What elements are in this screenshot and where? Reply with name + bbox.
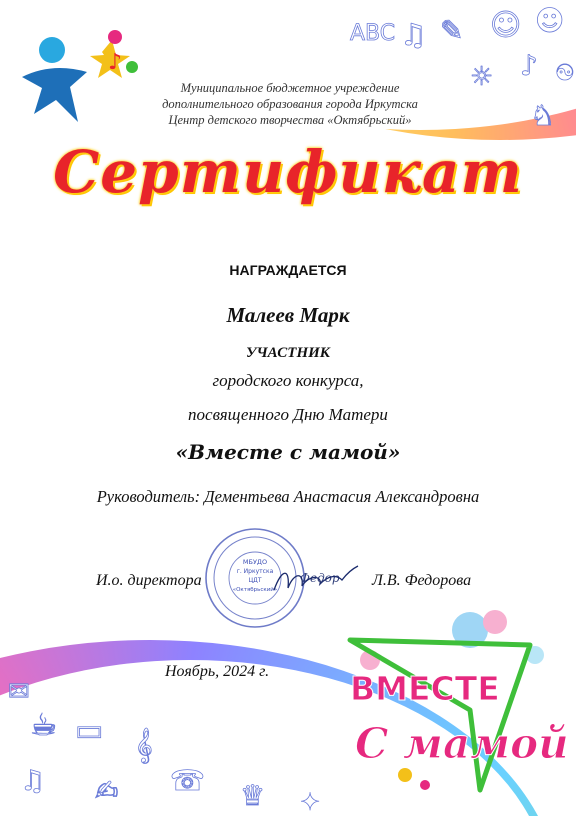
svg-text:♛: ♛	[240, 779, 266, 812]
organization-line: Муниципальное бюджетное учреждение	[180, 81, 400, 95]
svg-text:♫: ♫	[20, 764, 46, 797]
description-line: городского конкурса,	[212, 371, 364, 390]
svg-text:☕: ☕	[30, 708, 57, 743]
svg-text:♪: ♪	[520, 49, 538, 82]
svg-text:☼: ☼	[470, 62, 494, 92]
description-line: посвященного Дню Матери	[188, 405, 388, 424]
stamp-text: МБУДО	[242, 558, 268, 566]
svg-text:✎: ✎	[440, 14, 464, 47]
stamp-text: ЦДТ	[248, 577, 262, 584]
recipient-name: Малеев Марк	[226, 303, 350, 327]
organization-line: дополнительного образования города Иркутска	[162, 97, 418, 111]
signature-text: Федор	[300, 571, 340, 585]
svg-text:☻: ☻	[535, 4, 565, 37]
svg-text:☯: ☯	[555, 61, 575, 86]
issue-date: Ноябрь, 2024 г.	[165, 663, 270, 680]
svg-text:✍: ✍	[95, 774, 119, 807]
organization-name	[120, 80, 460, 128]
svg-text:☺: ☺	[490, 8, 522, 43]
svg-text:✦: ✦	[300, 788, 321, 816]
svg-text:☎: ☎	[170, 764, 205, 797]
stamp-text: г. Иркутска	[236, 568, 274, 575]
contest-emblem	[330, 600, 570, 800]
stamp-text: «Октябрьский»	[232, 587, 278, 593]
emblem-word: С мамой	[355, 719, 569, 768]
svg-text:▭: ▭	[75, 713, 104, 748]
director-name: Л.В. Федорова	[372, 572, 472, 589]
director-signature	[270, 562, 360, 598]
svg-text:♞: ♞	[530, 99, 556, 132]
emblem-word: ВМЕСТЕ	[350, 669, 500, 708]
organization-line: Центр детского творчества «Октябрьский»	[168, 113, 412, 127]
svg-text:♪: ♪	[108, 50, 123, 75]
certificate-title: Сертификат	[53, 138, 523, 206]
awarded-label: НАГРАЖДАЕТСЯ	[229, 262, 347, 278]
contest-name: «Вместе с мамой»	[175, 440, 401, 464]
svg-text:✉: ✉	[8, 677, 30, 707]
svg-text:♫: ♫	[400, 18, 427, 53]
svg-text:𝄞: 𝄞	[135, 728, 153, 763]
participant-role: УЧАСТНИК	[246, 345, 330, 361]
school-icons-decoration	[0, 660, 340, 816]
director-label: И.о. директора	[96, 572, 202, 589]
svg-text:ABC: ABC	[350, 21, 396, 46]
leader-line: Руководитель: Дементьева Анастасия Александровна	[96, 487, 480, 506]
